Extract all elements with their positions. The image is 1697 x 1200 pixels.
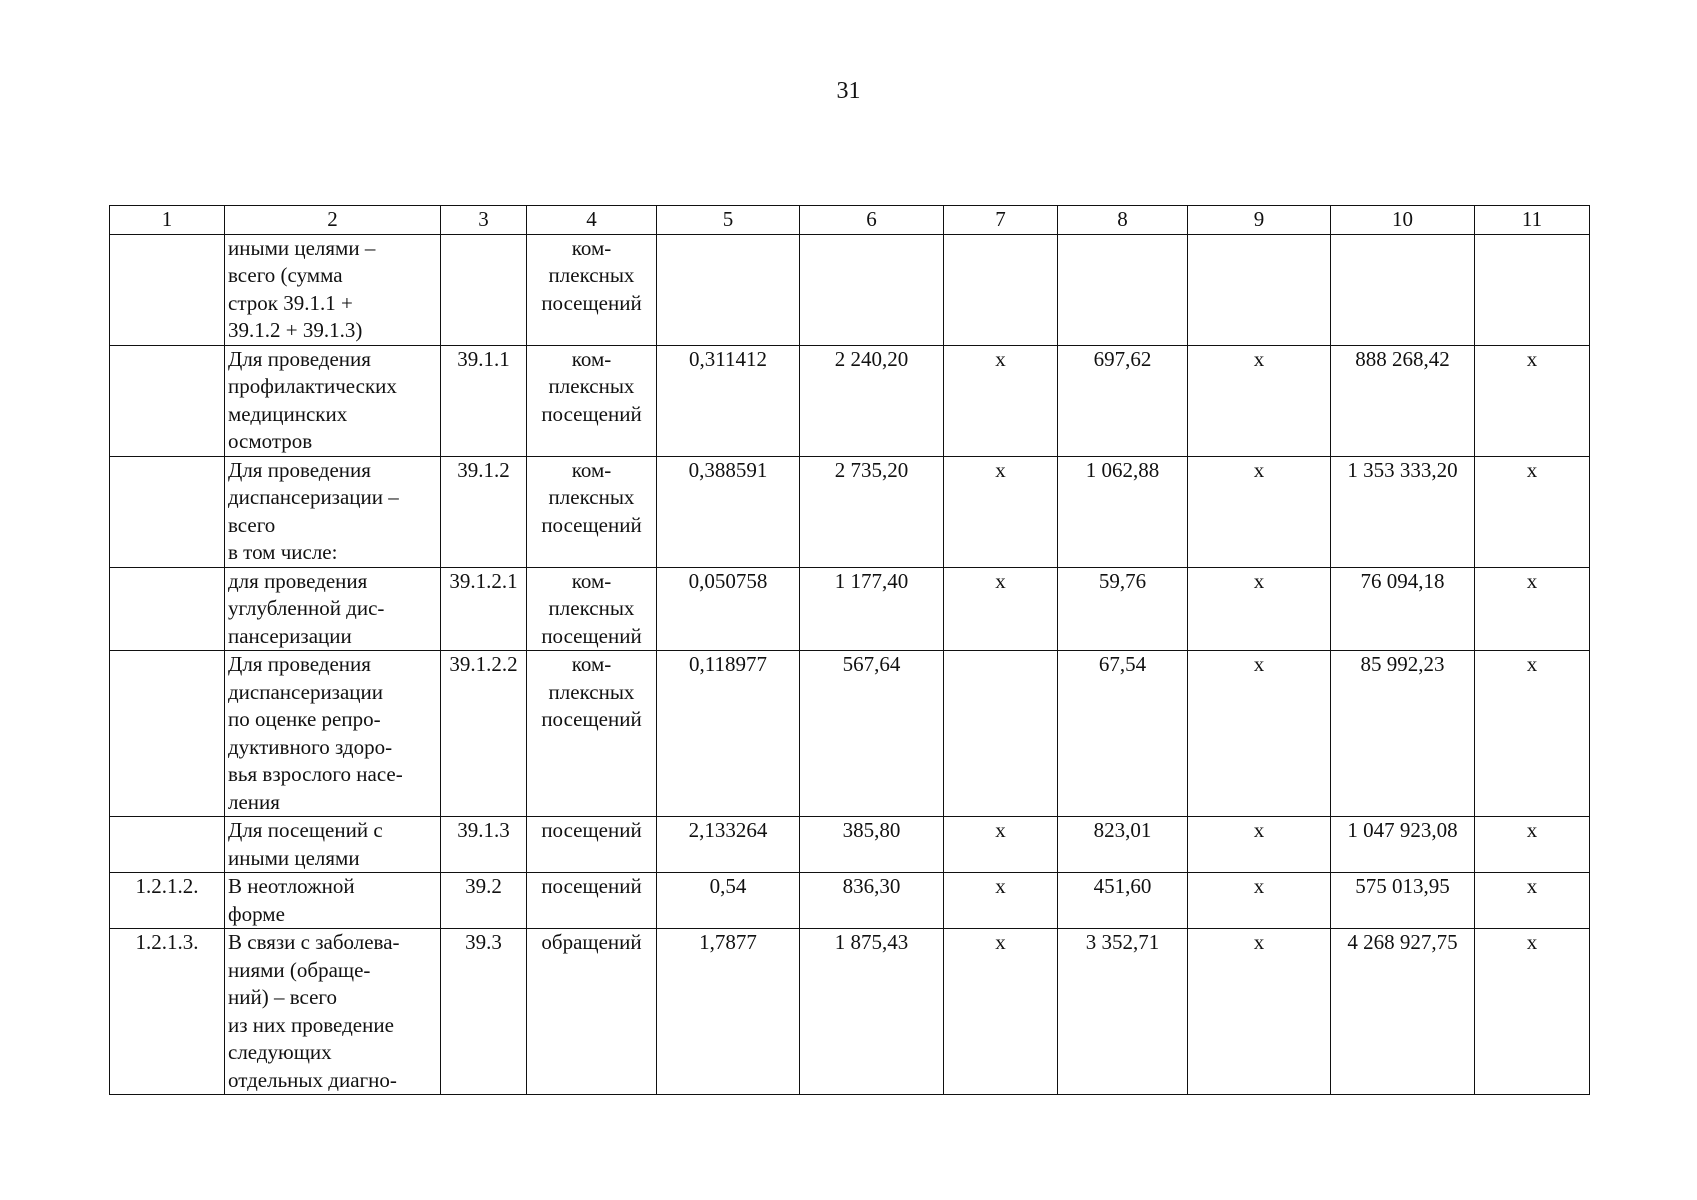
row-number <box>110 651 225 817</box>
unit: ком- плексных посещений <box>527 234 657 345</box>
norm-value: 0,050758 <box>657 567 800 651</box>
unit: обращений <box>527 929 657 1095</box>
cell-col8: 1 062,88 <box>1058 456 1188 567</box>
cell-col11 <box>1475 234 1590 345</box>
column-number: 4 <box>527 206 657 235</box>
indicator-name: Для проведения диспансеризации – всего в том числе: <box>225 456 441 567</box>
row-number <box>110 567 225 651</box>
line-number: 39.1.2 <box>441 456 527 567</box>
cost-value <box>800 234 944 345</box>
cost-value: 567,64 <box>800 651 944 817</box>
column-number: 6 <box>800 206 944 235</box>
line-number: 39.1.2.2 <box>441 651 527 817</box>
indicator-name: В неотложной форме <box>225 873 441 929</box>
norm-value: 2,133264 <box>657 817 800 873</box>
column-number: 10 <box>1331 206 1475 235</box>
column-number: 5 <box>657 206 800 235</box>
cell-col10: 4 268 927,75 <box>1331 929 1475 1095</box>
line-number: 39.1.2.1 <box>441 567 527 651</box>
unit: посещений <box>527 817 657 873</box>
table-row <box>110 873 1590 929</box>
unit: ком- плексных посещений <box>527 456 657 567</box>
cost-value: 836,30 <box>800 873 944 929</box>
row-number: 1.2.1.3. <box>110 929 225 1095</box>
cell-col11: x <box>1475 456 1590 567</box>
data-table <box>109 205 1590 1095</box>
cell-col8: 697,62 <box>1058 345 1188 456</box>
cell-col9 <box>1188 234 1331 345</box>
cell-col10: 1 047 923,08 <box>1331 817 1475 873</box>
cell-col8: 823,01 <box>1058 817 1188 873</box>
cell-col8: 59,76 <box>1058 567 1188 651</box>
line-number <box>441 234 527 345</box>
line-number: 39.1.3 <box>441 817 527 873</box>
table-row <box>110 345 1590 456</box>
table-row <box>110 456 1590 567</box>
cost-value: 385,80 <box>800 817 944 873</box>
line-number: 39.1.1 <box>441 345 527 456</box>
indicator-name: Для посещений с иными целями <box>225 817 441 873</box>
indicator-name: для проведения углубленной дис- пансеризации <box>225 567 441 651</box>
line-number: 39.2 <box>441 873 527 929</box>
row-number: 1.2.1.2. <box>110 873 225 929</box>
cell-col7: x <box>944 456 1058 567</box>
cell-col10: 85 992,23 <box>1331 651 1475 817</box>
line-number: 39.3 <box>441 929 527 1095</box>
cost-value: 1 177,40 <box>800 567 944 651</box>
cell-col10 <box>1331 234 1475 345</box>
unit: ком- плексных посещений <box>527 651 657 817</box>
column-number: 11 <box>1475 206 1590 235</box>
cell-col7: x <box>944 817 1058 873</box>
cell-col9: x <box>1188 456 1331 567</box>
norm-value <box>657 234 800 345</box>
row-number <box>110 234 225 345</box>
norm-value: 0,118977 <box>657 651 800 817</box>
indicator-name: иными целями – всего (сумма строк 39.1.1 + 39.1.2 + 39.1.3) <box>225 234 441 345</box>
cell-col10: 575 013,95 <box>1331 873 1475 929</box>
cell-col11: x <box>1475 651 1590 817</box>
page-number: 31 <box>836 78 861 104</box>
unit: посещений <box>527 873 657 929</box>
cell-col9: x <box>1188 651 1331 817</box>
column-number: 7 <box>944 206 1058 235</box>
column-number: 2 <box>225 206 441 235</box>
cell-col7 <box>944 234 1058 345</box>
norm-value: 1,7877 <box>657 929 800 1095</box>
cell-col8 <box>1058 234 1188 345</box>
cell-col11: x <box>1475 873 1590 929</box>
column-number: 1 <box>110 206 225 235</box>
row-number <box>110 345 225 456</box>
cell-col10: 888 268,42 <box>1331 345 1475 456</box>
column-number: 8 <box>1058 206 1188 235</box>
cell-col11: x <box>1475 345 1590 456</box>
cell-col7: x <box>944 345 1058 456</box>
row-number <box>110 817 225 873</box>
cell-col7: x <box>944 929 1058 1095</box>
cell-col8: 67,54 <box>1058 651 1188 817</box>
cell-col10: 1 353 333,20 <box>1331 456 1475 567</box>
cell-col11: x <box>1475 817 1590 873</box>
cell-col7: x <box>944 567 1058 651</box>
cell-col11: x <box>1475 929 1590 1095</box>
cell-col10: 76 094,18 <box>1331 567 1475 651</box>
table-row <box>110 651 1590 817</box>
unit: ком- плексных посещений <box>527 345 657 456</box>
cell-col9: x <box>1188 817 1331 873</box>
cell-col9: x <box>1188 873 1331 929</box>
indicator-name: Для проведения профилактических медицинских осмотров <box>225 345 441 456</box>
column-number: 3 <box>441 206 527 235</box>
indicator-name: В связи с заболева- ниями (обраще- ний) – всего из них проведение следующих отдельных диагно- <box>225 929 441 1095</box>
table-row <box>110 929 1590 1095</box>
cost-value: 2 735,20 <box>800 456 944 567</box>
column-number: 9 <box>1188 206 1331 235</box>
cell-col11: x <box>1475 567 1590 651</box>
cell-col8: 451,60 <box>1058 873 1188 929</box>
cost-value: 1 875,43 <box>800 929 944 1095</box>
cell-col7 <box>944 651 1058 817</box>
table-row <box>110 567 1590 651</box>
cell-col8: 3 352,71 <box>1058 929 1188 1095</box>
column-number-row <box>110 206 1590 235</box>
norm-value: 0,311412 <box>657 345 800 456</box>
cell-col9: x <box>1188 345 1331 456</box>
cell-col7: x <box>944 873 1058 929</box>
row-number <box>110 456 225 567</box>
norm-value: 0,388591 <box>657 456 800 567</box>
cell-col9: x <box>1188 929 1331 1095</box>
cell-col9: x <box>1188 567 1331 651</box>
norm-value: 0,54 <box>657 873 800 929</box>
table-row <box>110 234 1590 345</box>
indicator-name: Для проведения диспансеризации по оценке репро- дуктивного здоро- вья взрослого насе- ления <box>225 651 441 817</box>
cost-value: 2 240,20 <box>800 345 944 456</box>
table-row <box>110 817 1590 873</box>
unit: ком- плексных посещений <box>527 567 657 651</box>
